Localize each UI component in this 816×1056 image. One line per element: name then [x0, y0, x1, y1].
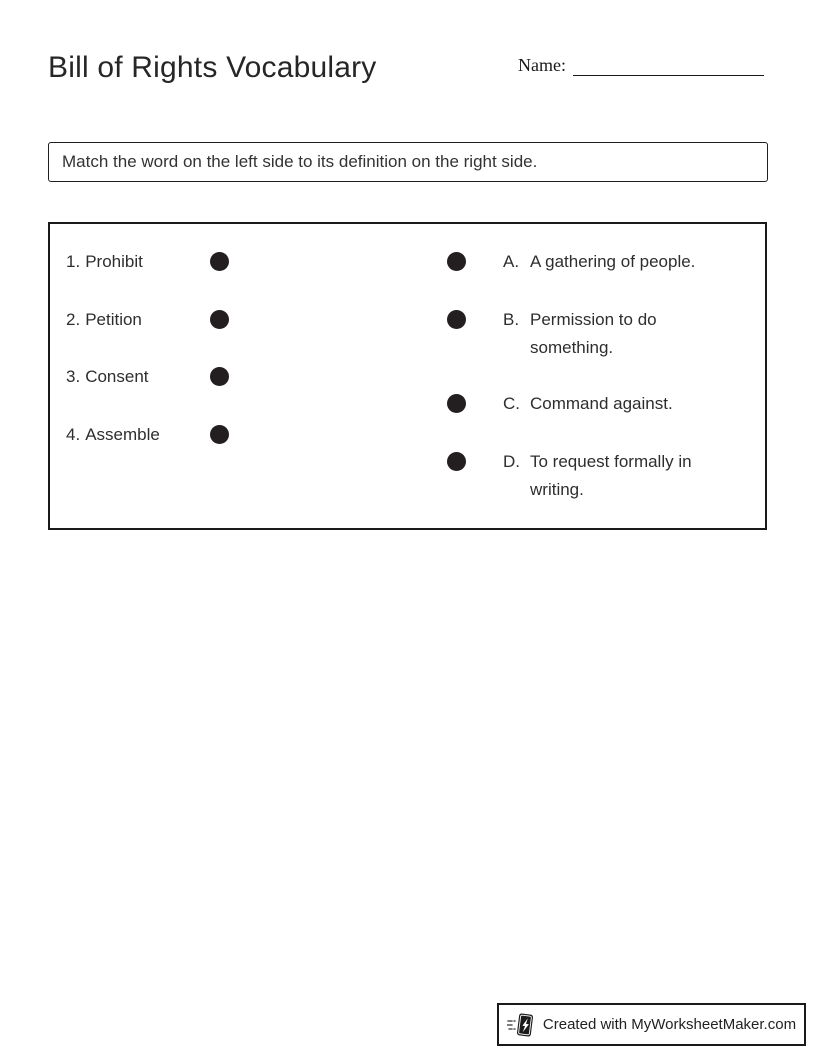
- matching-box: [48, 222, 767, 530]
- name-blank-line: [573, 53, 764, 76]
- definition-b: [503, 306, 735, 362]
- definition-text-c: Command against.: [530, 394, 673, 413]
- definition-text-b: Permission to do something.: [530, 310, 657, 357]
- match-row-def-a: [50, 248, 765, 276]
- dot-left-3[interactable]: [210, 367, 229, 386]
- definition-letter-a: A.: [503, 252, 520, 271]
- name-field-group: [518, 52, 764, 76]
- dot-right-c[interactable]: [447, 394, 466, 413]
- match-row-word-3: [50, 363, 765, 391]
- word-label-4: [66, 421, 160, 449]
- match-row-word-4: [50, 421, 765, 449]
- definition-text-d: To request formally in writing.: [530, 452, 692, 499]
- word-text-2: Petition: [85, 310, 142, 329]
- dot-right-b[interactable]: [447, 310, 466, 329]
- definition-letter-c: C.: [503, 394, 520, 413]
- credit-text: Created with MyWorksheetMaker.com: [542, 1016, 797, 1033]
- credit-badge: [497, 1003, 806, 1046]
- dot-right-a[interactable]: [447, 252, 466, 271]
- word-text-4: Assemble: [85, 425, 160, 444]
- word-number-1: 1.: [66, 252, 81, 271]
- word-text-1: Prohibit: [85, 252, 143, 271]
- match-row-def-c: [50, 390, 765, 418]
- worksheet-maker-logo-icon: [507, 1010, 535, 1040]
- name-label: Name:: [518, 55, 566, 75]
- instructions-box: [48, 142, 768, 182]
- instructions-text: Match the word on the left side to its definition on the right side.: [62, 152, 538, 171]
- dot-left-4[interactable]: [210, 425, 229, 444]
- definition-d: [503, 448, 735, 504]
- word-number-2: 2.: [66, 310, 81, 329]
- dot-right-d[interactable]: [447, 452, 466, 471]
- match-row-def-b: [50, 306, 765, 357]
- page-title: Bill of Rights Vocabulary: [48, 51, 377, 84]
- word-label-3: [66, 363, 149, 391]
- word-text-3: Consent: [85, 367, 149, 386]
- definition-c: [503, 390, 735, 418]
- word-number-3: 3.: [66, 367, 81, 386]
- definition-letter-d: D.: [503, 452, 520, 471]
- match-row-def-d: [50, 448, 765, 499]
- definition-text-a: A gathering of people.: [530, 252, 696, 271]
- word-number-4: 4.: [66, 425, 81, 444]
- definition-a: [503, 248, 735, 276]
- definition-letter-b: B.: [503, 310, 520, 329]
